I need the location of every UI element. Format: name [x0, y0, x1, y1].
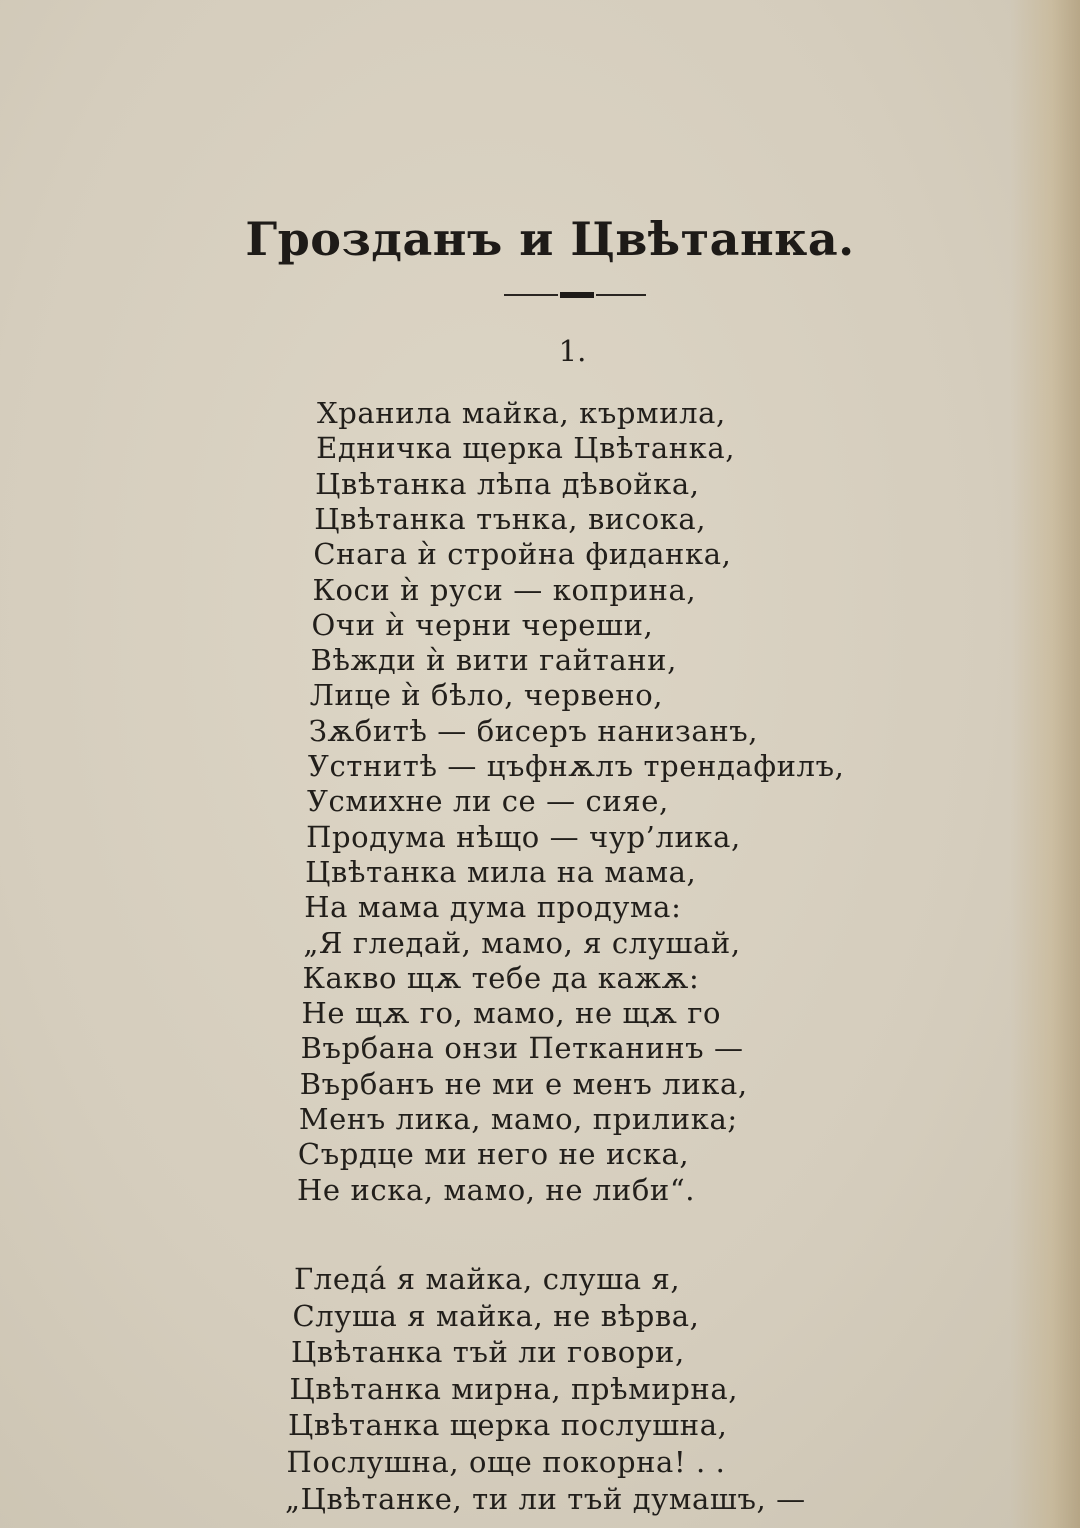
title-ornament-divider: [504, 292, 646, 298]
verse-line: Не иска, мамо, не либи“.: [297, 1172, 696, 1207]
verse-line: Вѣжди ѝ вити гайтани,: [310, 643, 677, 678]
verse-line: Върбана онзи Петканинъ —: [300, 1031, 744, 1066]
verse-line: Устнитѣ — цъфнѫлъ трендафилъ,: [307, 749, 845, 783]
verse-line: Цвѣтанка мирна, прѣмирна,: [289, 1371, 739, 1406]
poem-title: Грозданъ и Цвѣтанка.: [245, 212, 855, 266]
verse-line: Цвѣтанка тъй ли говори,: [291, 1335, 685, 1370]
verse-line: Продума нѣщо — чур’лика,: [306, 819, 741, 854]
verse-line: Едничка щерка Цвѣтанка,: [316, 431, 736, 466]
section-number: 1.: [558, 334, 587, 368]
verse-line: Не щѫ го, мамо, не щѫ го: [301, 996, 722, 1031]
verse-line: Цвѣтанка мила на мама,: [305, 854, 697, 889]
verse-line: „Я гледай, мамо, я слушай,: [303, 925, 741, 960]
verse-line: „Цвѣтанке, ти ли тъй думашъ, —: [285, 1481, 806, 1516]
verse-line: Очи ѝ черни череши,: [311, 607, 654, 642]
verse-line: Менъ лика, мамо, прилика;: [298, 1102, 738, 1136]
verse-line: Послушна, още покорна! . .: [286, 1445, 726, 1479]
verse-line: Хранила майка, кърмила,: [317, 396, 726, 430]
verse-line: Коси ѝ руси — коприна,: [312, 572, 697, 607]
verse-line: Слуша я майка, не вѣрва,: [292, 1298, 700, 1333]
verse-line: Сърдце ми него не иска,: [297, 1137, 690, 1172]
verse-line: Гледа́ я майка, слуша я,: [294, 1262, 681, 1296]
verse-line: Усмихне ли се — сияе,: [307, 784, 669, 819]
verse-line: Какво щѫ тебе да кажѫ:: [302, 960, 700, 995]
verse-line: Цвѣтанка тънка, висока,: [314, 501, 707, 536]
verse-line: Лице ѝ бѣло, червено,: [309, 678, 664, 713]
verse-line: Цвѣтанка щерка послушна,: [288, 1408, 728, 1443]
verse-line: Зѫбитѣ — бисеръ нанизанъ,: [308, 713, 759, 748]
verse-line: Върбанъ не ми е менъ лика,: [299, 1066, 748, 1101]
verse-line: Снага ѝ стройна фиданка,: [313, 537, 732, 572]
verse-line: Цвѣтанка лѣпа дѣвойка,: [315, 466, 700, 501]
verse-line: На мама дума продума:: [304, 890, 682, 925]
